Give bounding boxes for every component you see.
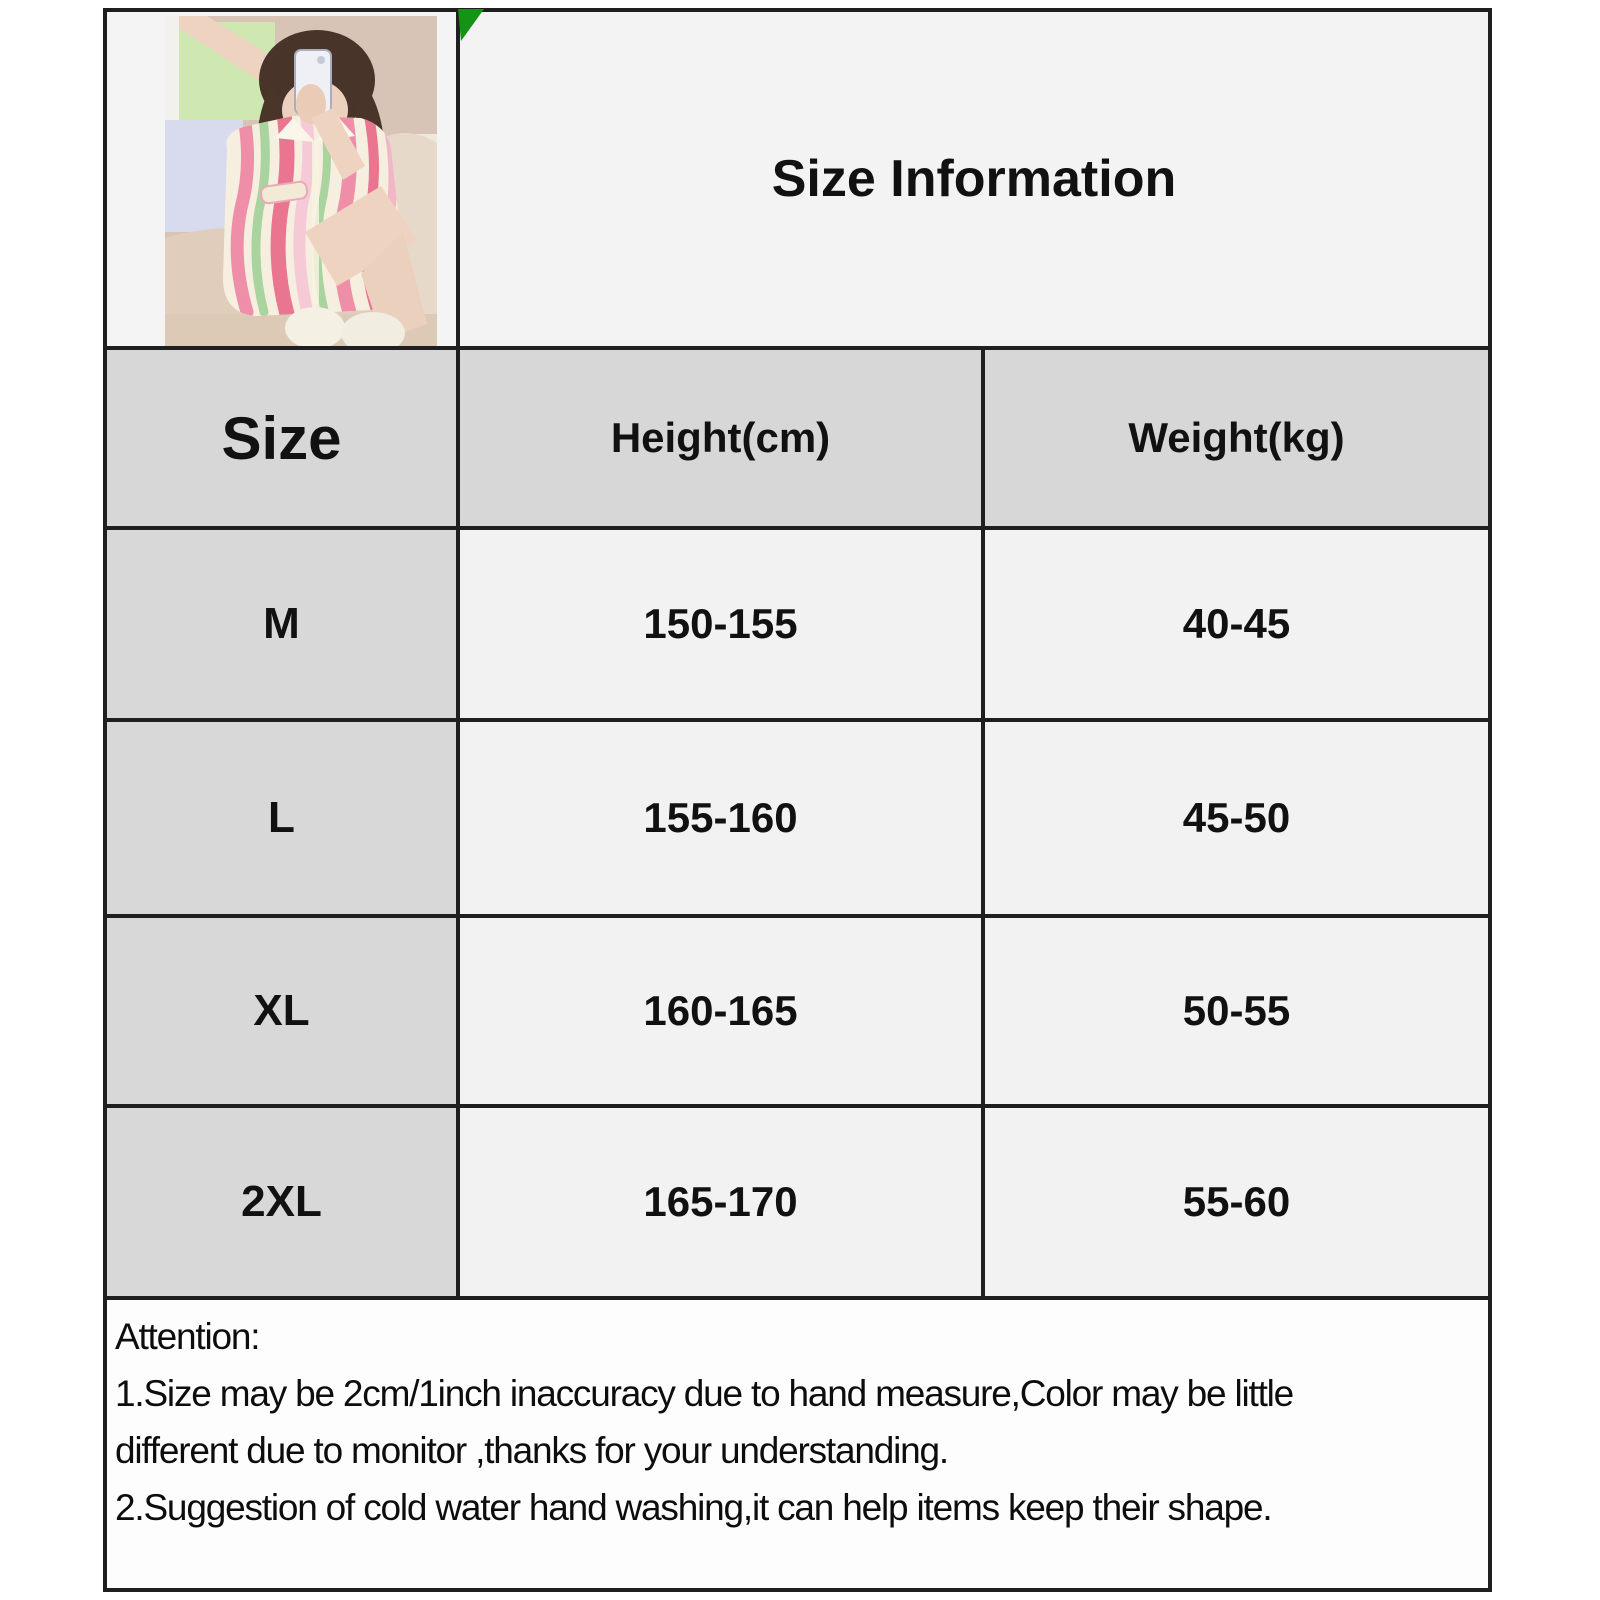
page-title: Size Information	[771, 150, 1177, 208]
row-2xl-height: 165-170	[460, 1108, 985, 1300]
title-cell	[460, 12, 1488, 350]
size-chart-grid	[107, 12, 1488, 1588]
header-size: Size	[107, 350, 460, 530]
attention-heading: Attention:	[115, 1316, 260, 1357]
row-m-size: M	[107, 530, 460, 722]
row-m-weight: 40-45	[985, 530, 1488, 722]
attention-line-3: 2.Suggestion of cold water hand washing,it can help items keep their shape.	[115, 1487, 1272, 1528]
attention-line-1: 1.Size may be 2cm/1inch inaccuracy due to hand measure,Color may be little	[115, 1373, 1294, 1414]
size-chart-sheet	[103, 8, 1492, 1592]
attention-line-2: different due to monitor ,thanks for your understanding.	[115, 1430, 948, 1471]
product-photo-cell	[107, 12, 460, 350]
product-photo-illustration	[165, 16, 437, 346]
row-2xl-weight: 55-60	[985, 1108, 1488, 1300]
attention-note	[107, 1300, 1488, 1588]
product-photo	[165, 16, 437, 346]
row-l-size: L	[107, 722, 460, 918]
row-m-height: 150-155	[460, 530, 985, 722]
row-l-height: 155-160	[460, 722, 985, 918]
row-xl-height: 160-165	[460, 918, 985, 1108]
header-weight: Weight(kg)	[985, 350, 1488, 530]
row-2xl-size: 2XL	[107, 1108, 460, 1300]
row-xl-size: XL	[107, 918, 460, 1108]
header-height: Height(cm)	[460, 350, 985, 530]
row-l-weight: 45-50	[985, 722, 1488, 918]
row-xl-weight: 50-55	[985, 918, 1488, 1108]
